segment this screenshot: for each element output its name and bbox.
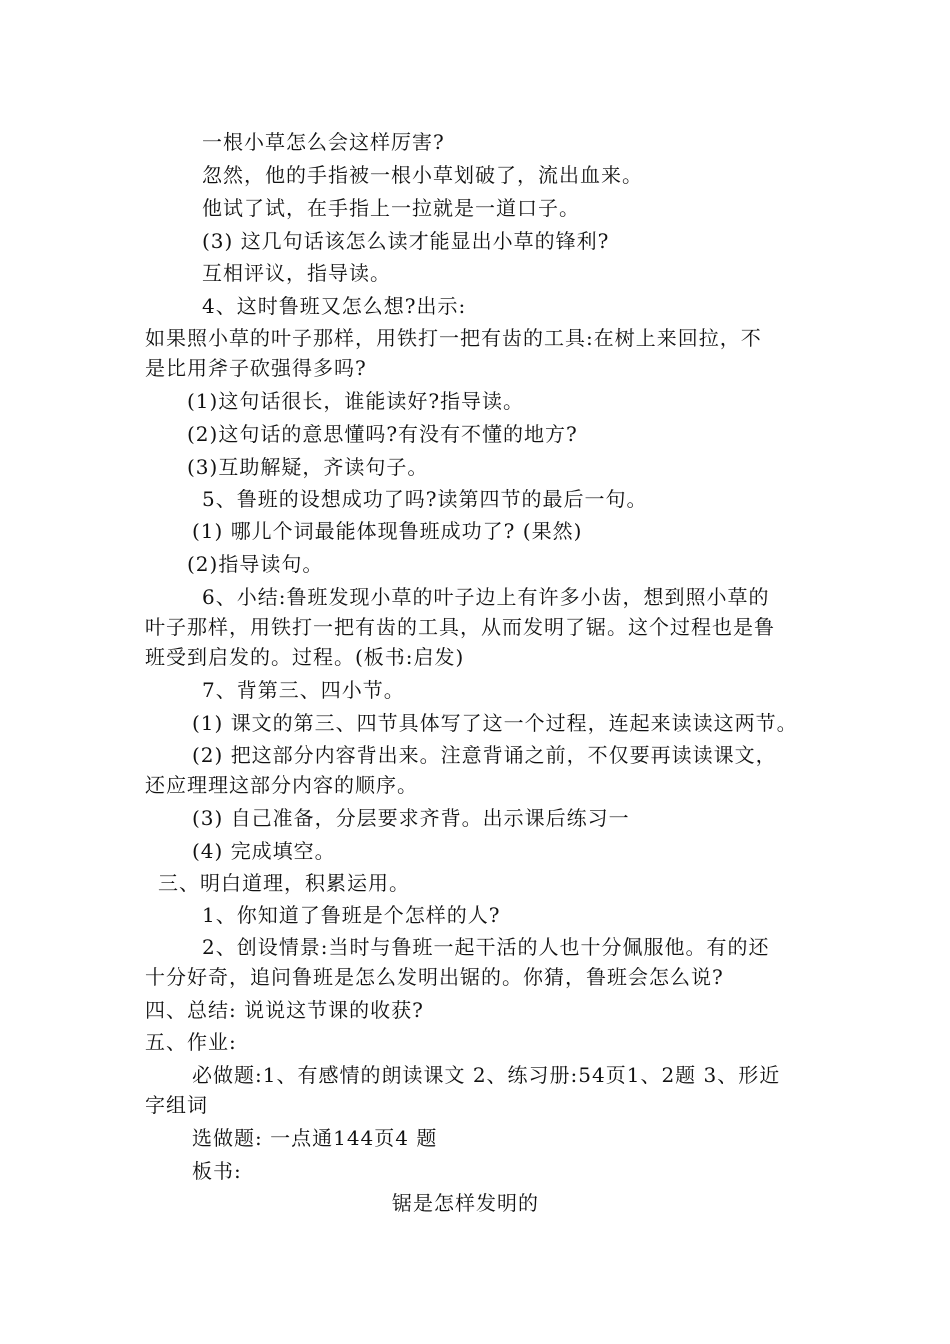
text-line: 7、背第三、四小节。 — [202, 678, 405, 702]
text-line: 叶子那样，用铁打一把有齿的工具，从而发明了锯。这个过程也是鲁 — [145, 615, 775, 639]
board-title: 锯是怎样发明的 — [392, 1191, 539, 1215]
text-line: 字组词 — [145, 1093, 208, 1117]
text-line: (3)互助解疑，齐读句子。 — [187, 455, 429, 479]
text-line: (3) 自己准备，分层要求齐背。出示课后练习一 — [192, 806, 630, 830]
section-heading: 三、明白道理，积累运用。 — [158, 871, 410, 895]
text-line: 板书: — [192, 1159, 242, 1183]
text-line: 选做题: 一点通144页4 题 — [192, 1126, 438, 1150]
text-line: 十分好奇，追问鲁班是怎么发明出锯的。你猜，鲁班会怎么说? — [145, 965, 724, 989]
text-line: 必做题:1、有感情的朗读课文 2、练习册:54页1、2题 3、形近 — [192, 1063, 781, 1087]
text-line: 忽然，他的手指被一根小草划破了，流出血来。 — [202, 163, 643, 187]
text-line: (2) 把这部分内容背出来。注意背诵之前，不仅要再读读课文， — [192, 743, 777, 767]
text-line: 是比用斧子砍强得多吗? — [145, 356, 367, 380]
text-line: (2)这句话的意思懂吗?有没有不懂的地方? — [187, 422, 578, 446]
text-line: (1)这句话很长，谁能读好?指导读。 — [187, 389, 525, 413]
text-line: (3) 这几句话该怎么读才能显出小草的锋利? — [202, 229, 610, 253]
text-line: 如果照小草的叶子那样，用铁打一把有齿的工具:在树上来回拉，不 — [145, 326, 762, 350]
text-line: 班受到启发的。过程。(板书:启发) — [145, 645, 465, 669]
text-line: 一根小草怎么会这样厉害? — [202, 130, 445, 154]
text-line: 还应理理这部分内容的顺序。 — [145, 773, 418, 797]
text-line: 2、创设情景:当时与鲁班一起干活的人也十分佩服他。有的还 — [202, 935, 770, 959]
text-line: 6、小结:鲁班发现小草的叶子边上有许多小齿，想到照小草的 — [202, 585, 770, 609]
text-line: (1) 哪儿个词最能体现鲁班成功了? (果然) — [192, 519, 583, 543]
text-line: (1) 课文的第三、四节具体写了这一个过程，连起来读读这两节。 — [192, 711, 798, 735]
text-line: 4、这时鲁班又怎么想?出示: — [202, 294, 467, 318]
text-line: 互相评议，指导读。 — [202, 261, 391, 285]
text-line: 5、鲁班的设想成功了吗?读第四节的最后一句。 — [202, 487, 648, 511]
text-line: (2)指导读句。 — [187, 552, 324, 576]
text-line: 他试了试，在手指上一拉就是一道口子。 — [202, 196, 580, 220]
section-heading: 四、总结: 说说这节课的收获? — [145, 998, 424, 1022]
section-heading: 五、作业: — [145, 1030, 237, 1054]
text-line: 1、你知道了鲁班是个怎样的人? — [202, 903, 501, 927]
text-line: (4) 完成填空。 — [192, 839, 336, 863]
